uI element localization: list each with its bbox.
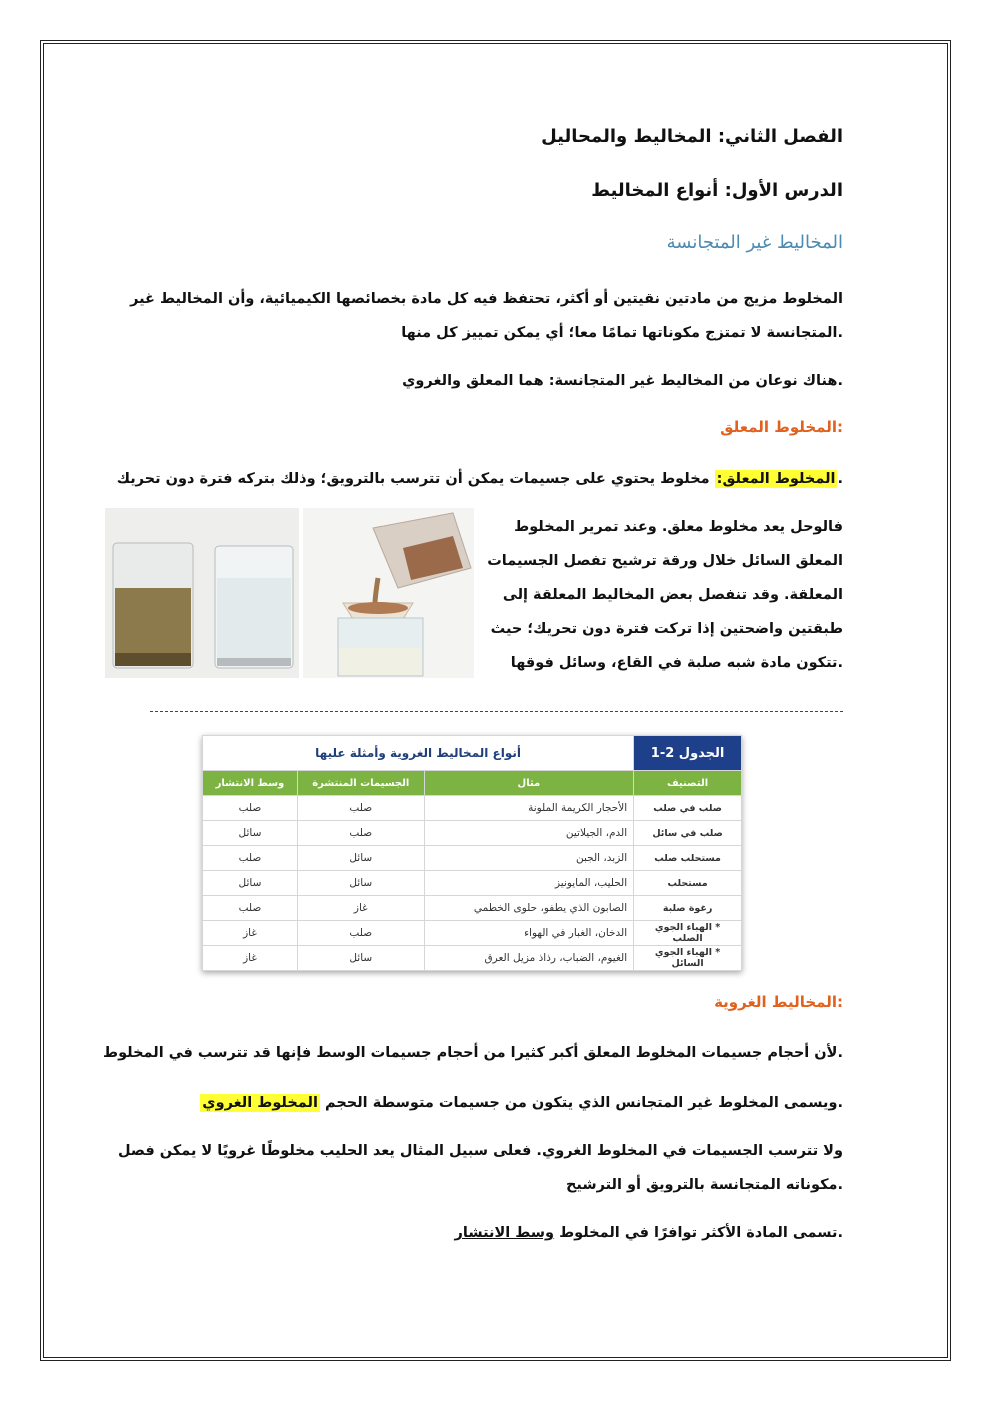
filtering-photo (303, 508, 474, 678)
table-row (203, 846, 742, 871)
table-label: الجدول 2-1 (634, 736, 742, 771)
colloid-paragraph-3-line-2: مكوناته المتجانسة بالترويق أو الترشيح. (565, 1177, 843, 1193)
col-header-example: مثال (424, 771, 633, 796)
colloid-paragraph-4 (455, 1216, 843, 1250)
colloid-paragraph-2-end: . (837, 1095, 843, 1111)
two-types-paragraph: هناك نوعان من المخاليط غير المتجانسة: هما المعلق والغروي. (402, 373, 843, 389)
colloid-paragraph-3-line-1: ولا تترسب الجسيمات في المخلوط الغروي. فعلى سبيل المثال يعد الحليب مخلوطًا غرويًا لا يمكن فصل (117, 1143, 843, 1159)
suspension-text-2: المعلق السائل خلال ورقة ترشيح تفصل الجسيمات (487, 553, 843, 569)
col-header-medium: وسط الانتشار (203, 771, 298, 796)
cell-class: مستحلب صلب (634, 846, 742, 871)
cell-class: * الهباء الجوي الصلب (634, 921, 742, 946)
colloid-paragraph-2-text: ويسمى المخلوط غير المتجانس الذي يتكون من جسيمات متوسطة الحجم (319, 1095, 838, 1111)
cell-example: الدخان، الغبار في الهواء (424, 921, 633, 946)
beakers-photo (105, 508, 299, 678)
cell-dispersed: صلب (297, 921, 424, 946)
cell-class: صلب في صلب (634, 796, 742, 821)
colloid-term-highlight: المخلوط الغروي (202, 1095, 318, 1111)
separator-line (150, 711, 843, 712)
cell-dispersed: غاز (297, 896, 424, 921)
definition-line-2: المتجانسة لا تمتزج مكوناتها تمامًا معا؛ أي يمكن تمييز كل منها. (401, 325, 843, 341)
table-row (203, 821, 742, 846)
section-heterogeneous-heading: المخاليط غير المتجانسة (666, 232, 843, 253)
suspension-text-3: المعلقة. وقد تنفصل بعض المخاليط المعلقة إلى (502, 587, 843, 603)
col-header-dispersed: الجسيمات المنتشرة (297, 771, 424, 796)
table-row (203, 796, 742, 821)
table-title: أنواع المخاليط الغروية وأمثلة عليها (203, 736, 634, 771)
cell-medium: سائل (203, 871, 298, 896)
cell-example: الحليب، المايونيز (424, 871, 633, 896)
cell-medium: غاز (203, 946, 298, 971)
cell-class: رغوة صلبة (634, 896, 742, 921)
suspension-definition-text: مخلوط يحتوي على جسيمات يمكن أن تترسب بالترويق؛ وذلك بتركه فترة دون تحريك. (116, 471, 843, 487)
suspension-term-highlight: المخلوط المعلق: (716, 471, 836, 487)
table-row (203, 871, 742, 896)
col-header-classification: التصنيف (634, 771, 742, 796)
section-suspension-heading: المخلوط المعلق: (720, 418, 843, 436)
lesson-title: الدرس الأول: أنواع المخاليط (591, 180, 843, 201)
cell-dispersed: سائل (297, 846, 424, 871)
colloid-paragraph-4-text: تسمى المادة الأكثر توافرًا في المخلوط (554, 1225, 838, 1241)
cell-dispersed: صلب (297, 796, 424, 821)
table-row (203, 921, 742, 946)
suspension-definition (117, 462, 843, 496)
table-row (203, 896, 742, 921)
colloid-paragraph-2 (200, 1086, 843, 1120)
cell-dispersed: صلب (297, 821, 424, 846)
cell-class: صلب في سائل (634, 821, 742, 846)
cell-dispersed: سائل (297, 946, 424, 971)
cell-medium: صلب (203, 896, 298, 921)
cell-dispersed: سائل (297, 871, 424, 896)
cell-medium: صلب (203, 796, 298, 821)
colloid-paragraph-4-end: . (837, 1225, 843, 1241)
cell-example: الأحجار الكريمة الملونة (424, 796, 633, 821)
cell-example: الغيوم، الضباب، رذاذ مزيل العرق (424, 946, 633, 971)
dispersion-medium-term: وسط الانتشار (454, 1225, 555, 1241)
colloid-table (202, 735, 742, 971)
cell-class: * الهباء الجوي السائل (634, 946, 742, 971)
suspension-text-4: طبقتين واضحتين إذا تركت فترة دون تحريك؛ حيث (490, 621, 843, 637)
cell-medium: سائل (203, 821, 298, 846)
table-row (203, 946, 742, 971)
suspension-text-1: فالوحل يعد مخلوط معلق. وعند تمرير المخلوط (514, 519, 843, 535)
cell-medium: صلب (203, 846, 298, 871)
cell-example: الدم، الجيلاتين (424, 821, 633, 846)
cell-class: مستحلب (634, 871, 742, 896)
cell-medium: غاز (203, 921, 298, 946)
cell-example: الزبد، الجبن (424, 846, 633, 871)
chapter-title: الفصل الثاني: المخاليط والمحاليل (541, 126, 843, 147)
cell-example: الصابون الذي يطفو، حلوى الخطمي (424, 896, 633, 921)
definition-line-1: المخلوط مزيج من مادتين نقيتين أو أكثر، تحتفظ فيه كل مادة بخصائصها الكيميائية، وأن المخاليط غير (130, 291, 843, 307)
suspension-text-5: تتكون مادة شبه صلبة في القاع، وسائل فوقها. (510, 655, 843, 671)
section-colloids-heading: المخاليط الغروية: (714, 993, 843, 1011)
colloid-paragraph-1: لأن أحجام جسيمات المخلوط المعلق أكبر كثيرا من أحجام جسيمات الوسط فإنها قد تترسب في المخلوط. (103, 1045, 843, 1061)
